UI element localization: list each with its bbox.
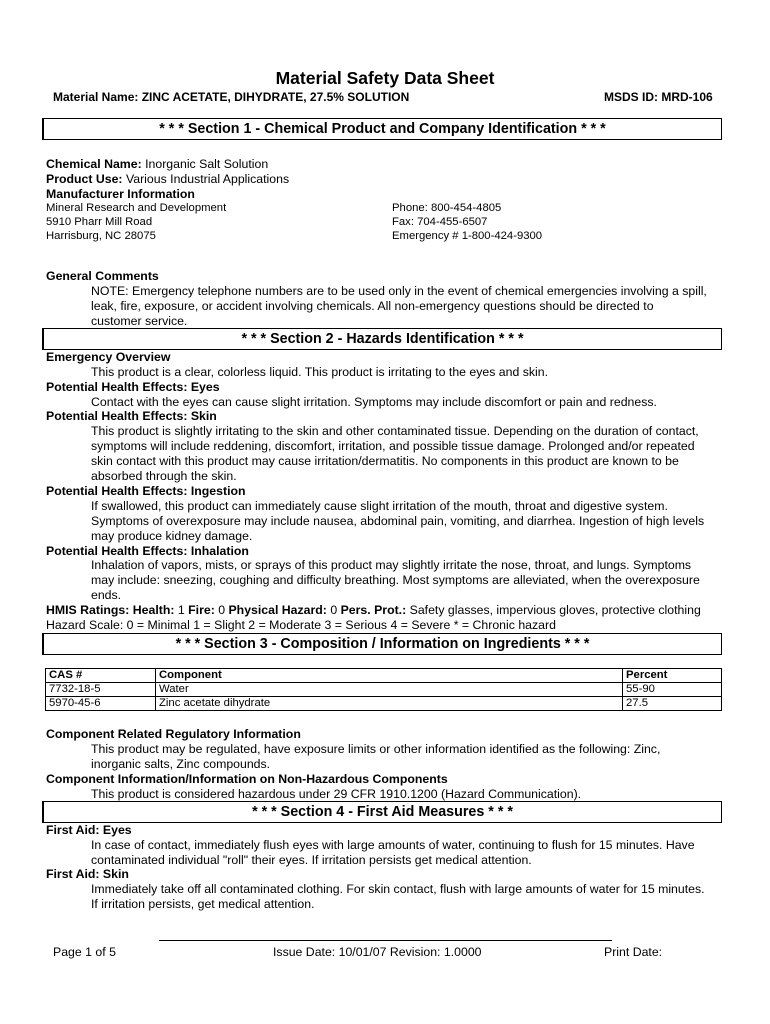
product-use-label: Product Use: <box>46 172 123 186</box>
non-hazardous-label: Component Information/Information on Non-Hazardous Components <box>46 772 448 786</box>
general-comments-line-1: NOTE: Emergency telephone numbers are to be used only in the event of chemical emergencies involving a spill, <box>91 284 707 298</box>
address-line-1: Mineral Research and Development <box>46 202 227 214</box>
ingestion-effects-line-2: Symptoms of overexposure may include nausea, abdominal pain, vomiting, and diarrhea. Ingestion of high levels <box>91 514 705 528</box>
section-1-header <box>42 118 722 140</box>
inhalation-effects-label: Potential Health Effects: Inhalation <box>46 544 249 558</box>
inhalation-effects-line-1: Inhalation of vapors, mists, or sprays of this product may slightly irritate the nose, throat, and lungs. Symptoms <box>91 558 692 572</box>
section-3-header <box>42 633 722 655</box>
hmis-fire-label: Fire: <box>188 603 215 617</box>
hmis-protection-label: Pers. Prot.: <box>340 603 407 617</box>
hmis-physical-value: 0 <box>330 603 338 617</box>
msds-id: MSDS ID: MRD-106 <box>604 90 713 104</box>
table-cell: 55-90 <box>623 683 722 697</box>
table-row <box>46 683 722 697</box>
document-title: Material Safety Data Sheet <box>275 68 495 88</box>
general-comments-line-3: customer service. <box>91 314 188 328</box>
page-number: Page 1 of 5 <box>53 945 116 959</box>
table-cell: Water <box>156 683 623 697</box>
inhalation-effects-line-3: ends. <box>91 588 122 602</box>
address-line-2: 5910 Pharr Mill Road <box>46 216 153 228</box>
hmis-health-value: 1 <box>177 603 185 617</box>
print-date: Print Date: <box>604 945 663 959</box>
issue-date: Issue Date: 10/01/07 Revision: 1.0000 <box>273 945 482 959</box>
hmis-physical-label: Physical Hazard: <box>228 603 327 617</box>
emergency-overview-label: Emergency Overview <box>46 350 171 364</box>
footer-divider <box>159 940 612 941</box>
skin-effects-line-1: This product is slightly irritating to the skin and other contaminated tissue. Depending on the duration of contact, <box>91 424 699 438</box>
first-aid-skin-line-2: If irritation persists, get medical attention. <box>91 897 315 911</box>
chemical-name-value: Inorganic Salt Solution <box>145 157 269 171</box>
ingestion-effects-label: Potential Health Effects: Ingestion <box>46 484 246 498</box>
skin-effects-line-4: absorbed through the skin. <box>91 469 237 483</box>
hmis-health-label: HMIS Ratings: Health: <box>46 603 175 617</box>
table-header-cell: Percent <box>623 669 722 683</box>
section-2-title: * * * Section 2 - Hazards Identification * * * <box>241 331 524 347</box>
table-cell: 5970-45-6 <box>46 697 156 711</box>
table-cell: Zinc acetate dihydrate <box>156 697 623 711</box>
section-4-header <box>42 801 722 823</box>
non-hazardous-text: This product is considered hazardous under 29 CFR 1910.1200 (Hazard Communication). <box>91 787 582 801</box>
first-aid-skin-line-1: Immediately take off all contaminated clothing. For skin contact, flush with large amounts of water for 15 minutes. <box>91 882 705 896</box>
fax: Fax: 704-455-6507 <box>392 216 488 228</box>
section-4-title: * * * Section 4 - First Aid Measures * * * <box>252 804 513 820</box>
skin-effects-label: Potential Health Effects: Skin <box>46 409 217 423</box>
chemical-name-label: Chemical Name: <box>46 157 142 171</box>
chemical-name-line <box>46 157 268 171</box>
hazard-scale: Hazard Scale: 0 = Minimal 1 = Slight 2 = Moderate 3 = Serious 4 = Severe * = Chronic hazard <box>46 618 556 632</box>
regulatory-info-line-2: inorganic salts, Zinc compounds. <box>91 757 271 771</box>
hmis-protection-value: Safety glasses, impervious gloves, protective clothing <box>409 603 701 617</box>
first-aid-eyes-line-2: contaminated individual "roll" their eyes. If irritation persists get medical attention. <box>91 853 532 867</box>
emergency-overview-text: This product is a clear, colorless liquid. This product is irritating to the eyes and skin. <box>91 365 549 379</box>
table-header-cell: Component <box>156 669 623 683</box>
skin-effects-line-2: symptoms will include reddening, discomfort, irritation, and possible tissue damage. Prolonged and/or repeated <box>91 439 695 453</box>
manufacturer-label: Manufacturer Information <box>46 187 195 201</box>
eyes-effects-text: Contact with the eyes can cause slight irritation. Symptoms may include discomfort or pain and redness. <box>91 395 657 409</box>
section-1-title: * * * Section 1 - Chemical Product and Company Identification * * * <box>159 121 606 137</box>
eyes-effects-label: Potential Health Effects: Eyes <box>46 380 220 394</box>
first-aid-skin-label: First Aid: Skin <box>46 867 129 881</box>
hmis-fire-value: 0 <box>218 603 226 617</box>
general-comments-label: General Comments <box>46 269 159 283</box>
table-row <box>46 697 722 711</box>
table-cell: 27.5 <box>623 697 722 711</box>
table-header-cell: CAS # <box>46 669 156 683</box>
skin-effects-line-3: skin contact with this product may cause irritation/dermatitis. No components in this product are known to be <box>91 454 679 468</box>
hmis-ratings <box>46 603 701 617</box>
general-comments-line-2: leak, fire, exposure, or accident involving chemicals. All non-emergency questions should be directed to <box>91 299 654 313</box>
inhalation-effects-line-2: may include: sneezing, coughing and difficulty breathing. Most symptoms are alleviated, when the overexposure <box>91 573 700 587</box>
address-line-3: Harrisburg, NC 28075 <box>46 230 156 242</box>
section-3-title: * * * Section 3 - Composition / Information on Ingredients * * * <box>175 636 590 652</box>
table-cell: 7732-18-5 <box>46 683 156 697</box>
ingestion-effects-line-1: If swallowed, this product can immediately cause slight irritation of the mouth, throat and digestive system. <box>91 499 668 513</box>
ingestion-effects-line-3: may produce kidney damage. <box>91 529 253 543</box>
phone: Phone: 800-454-4805 <box>392 202 502 214</box>
ingredients-table <box>45 668 722 711</box>
first-aid-eyes-line-1: In case of contact, immediately flush eyes with large amounts of water, continuing to flush for 15 minutes. Have <box>91 838 695 852</box>
table-header-row <box>46 669 722 683</box>
emergency-phone: Emergency # 1-800-424-9300 <box>392 230 543 242</box>
product-use-value: Various Industrial Applications <box>125 172 290 186</box>
product-use-line <box>46 172 289 186</box>
regulatory-info-line-1: This product may be regulated, have exposure limits or other information identified as the following: Zinc, <box>91 742 661 756</box>
material-name: Material Name: ZINC ACETATE, DIHYDRATE, 27.5% SOLUTION <box>53 90 410 104</box>
section-2-header <box>42 328 722 350</box>
regulatory-info-label: Component Related Regulatory Information <box>46 727 301 741</box>
first-aid-eyes-label: First Aid: Eyes <box>46 823 132 837</box>
